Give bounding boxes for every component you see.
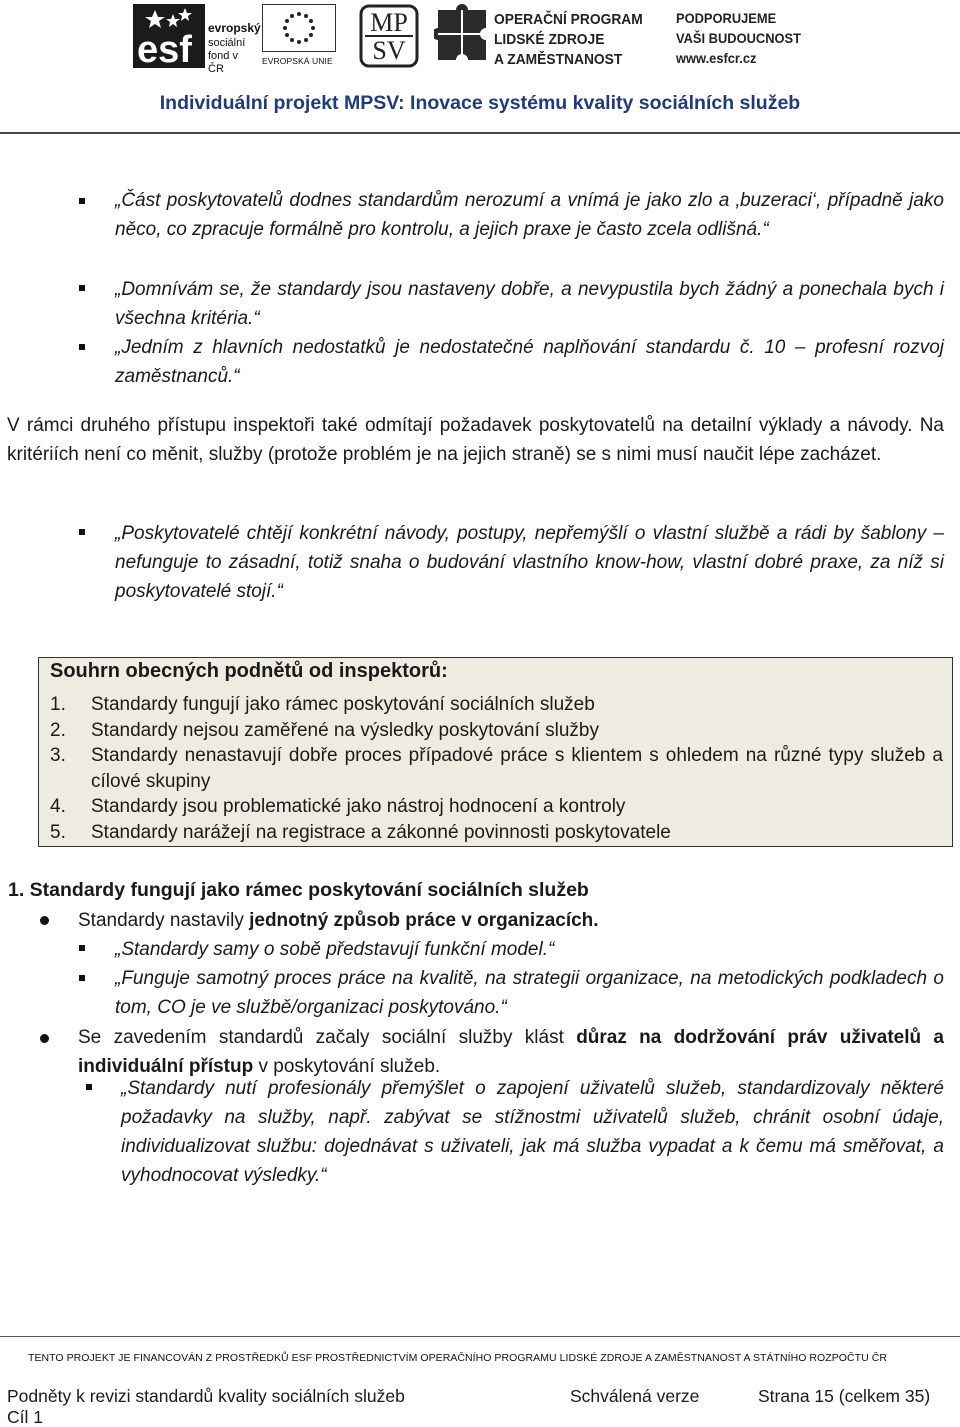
summary-num: 4.	[50, 796, 66, 817]
quote-1: „Část poskytovatelů dodnes standardům nerozumí a vnímá je jako zlo a ‚buzeraci‘, případně jako něco, co zpracuje formálně pro kontrolu, a jejich praxe je často zcela odlišná.“	[115, 190, 944, 240]
support-text	[676, 8, 823, 68]
esf-logo	[133, 4, 261, 75]
summary-text: Standardy nenastavují dobře proces případové práce s klientem s ohledem na různé typy služeb a cílové skupiny	[91, 745, 943, 792]
footer-doc-title: Podněty k revizi standardů kvality sociálních služeb	[7, 1386, 405, 1406]
header-divider	[0, 132, 960, 134]
svg-text:esf: esf	[137, 29, 192, 68]
op-line-1: OPERAČNÍ PROGRAM	[494, 11, 643, 28]
round-bullet-icon	[40, 916, 49, 925]
quote-4: „Poskytovatelé chtějí konkrétní návody, postupy, nepřemýšlí o vlastní službě a rádi by šablony – nefunguje to zásadní, totiž snaha o budování vlastního know-how, vlastní dobré praxe, za níž si poskytovatelé stojí.“	[115, 523, 944, 602]
esf-text-3: fond v ČR	[208, 50, 238, 75]
bullet-1-bold: jednotný způsob práce v organizacích.	[249, 910, 599, 931]
footer-version: Schválená verze	[570, 1386, 700, 1406]
summary-num: 3.	[50, 745, 66, 766]
eu-logo	[262, 4, 336, 68]
body-paragraph: V rámci druhého přístupu inspektoři také odmítají požadavek poskytovatelů na detailní výklady a návody. Na kritériích není co měnit, služby (protože problém je na jejich straně) se s nimi musí naučit lépe zacházet.	[7, 415, 944, 465]
project-title: Individuální projekt MPSV: Inovace systému kvality sociálních služeb	[159, 92, 801, 114]
summary-text: Standardy jsou problematické jako nástroj hodnocení a kontroly	[91, 796, 626, 817]
square-bullet-icon	[79, 344, 85, 350]
mpsv-bottom: SV	[372, 36, 406, 65]
footer-divider	[0, 1336, 960, 1337]
mpsv-top: MP	[370, 8, 408, 37]
op-lzz-logo	[434, 4, 656, 68]
section-quote-1: „Standardy samy o sobě představují funkční model.“	[115, 939, 555, 960]
bullet-2-text-1: Se zavedením standardů začaly sociální služby klást	[78, 1027, 577, 1048]
summary-item	[50, 794, 943, 820]
summary-item	[50, 718, 943, 744]
summary-title: Souhrn obecných podnětů od inspektorů:	[50, 660, 448, 682]
summary-num: 5.	[50, 821, 66, 843]
summary-text: Standardy nejsou zaměřené na výsledky poskytování služby	[91, 719, 599, 741]
puzzle-icon	[434, 4, 490, 64]
square-bullet-icon	[79, 198, 85, 204]
funding-note: TENTO PROJEKT JE FINANCOVÁN Z PROSTŘEDKŮ ESF PROSTŘEDNICTVÍM OPERAČNÍHO PROGRAMU LIDSKÉ ZDROJE A ZAMĚSTNANOST A STÁTNÍHO ROZPOČTU ČR	[28, 1352, 887, 1364]
op-line-2: LIDSKÉ ZDROJE	[494, 31, 605, 48]
bullet-2-bold: důraz na dodržování práv uživatelů a individuální přístup	[78, 1027, 945, 1077]
support-line-1: PODPORUJEME	[676, 10, 777, 26]
footer-goal: Cíl 1	[7, 1407, 43, 1427]
round-bullet-icon	[40, 1034, 49, 1043]
square-bullet-icon	[79, 945, 85, 951]
quote-3: „Jedním z hlavních nedostatků je nedostatečné naplňování standardu č. 10 – profesní rozvoj zaměstnanců.“	[115, 337, 944, 387]
square-bullet-icon	[79, 529, 85, 535]
support-line-2: VAŠI BUDOUCNOST	[676, 30, 801, 46]
support-url: www.esfcr.cz	[676, 50, 757, 66]
square-bullet-icon	[79, 975, 85, 981]
mpsv-logo	[359, 4, 419, 68]
section-quote-3: „Standardy nutí profesionály přemýšlet o zapojení uživatelů služeb, standardizovaly některé požadavky na služby, např. zabývat se stížnostmi uživatelů služeb, chránit osobní údaje, individualizovat službu: dojednávat s uživateli, jak má služba vypadat a k čemu má směřovat, a vyhodnocovat výsledky.“	[121, 1078, 944, 1186]
bullet-1-text: Standardy nastavily	[78, 910, 250, 931]
square-bullet-icon	[86, 1084, 92, 1090]
footer-page-number: Strana 15 (celkem 35)	[758, 1386, 931, 1406]
esf-text-1: evropský	[208, 21, 261, 35]
section-bullet-2	[78, 1023, 944, 1081]
summary-num: 1.	[50, 694, 66, 715]
eu-flag-icon	[262, 4, 336, 52]
summary-text: Standardy fungují jako rámec poskytování sociálních služeb	[91, 694, 595, 715]
bullet-2-text-2: v poskytování služeb.	[253, 1056, 441, 1077]
section-heading: 1. Standardy fungují jako rámec poskytování sociálních služeb	[8, 879, 589, 901]
summary-list	[50, 692, 943, 845]
section-bullet-1	[78, 906, 944, 935]
quote-2: „Domnívám se, že standardy jsou nastaveny dobře, a nevypustila bych žádný a ponechala bych i všechna kritéria.“	[115, 279, 944, 329]
summary-text: Standardy narážejí na registrace a zákonné povinnosti poskytovatele	[91, 821, 671, 843]
op-title	[494, 10, 643, 70]
section-quote-2: „Funguje samotný proces práce na kvalitě, na strategii organizace, na metodických podkladech o tom, CO je ve službě/organizaci poskytováno.“	[115, 968, 944, 1018]
square-bullet-icon	[79, 285, 85, 291]
support-logo	[676, 8, 836, 68]
summary-item	[50, 820, 943, 846]
summary-num: 2.	[50, 719, 66, 741]
op-line-3: A ZAMĚSTNANOST	[494, 51, 623, 68]
eu-caption: EVROPSKÁ UNIE	[262, 56, 333, 66]
summary-item	[50, 692, 943, 718]
summary-item	[50, 743, 943, 794]
esf-text-2: sociální	[208, 37, 246, 49]
